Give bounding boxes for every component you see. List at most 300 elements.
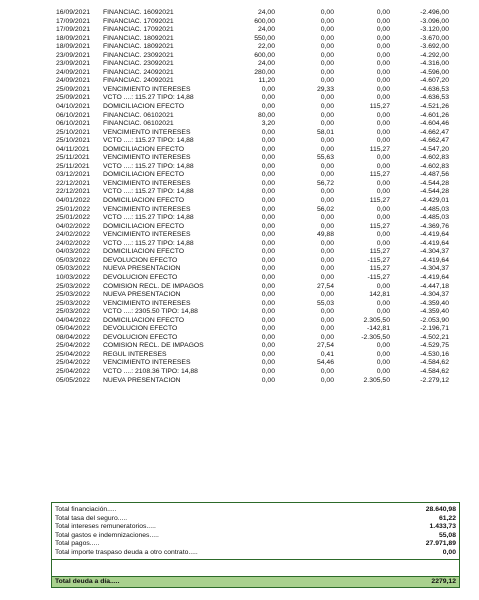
ledger-row (0, 377, 479, 386)
row-interest: 0,00 (320, 214, 334, 222)
row-amount-financed: 3,20 (261, 120, 275, 128)
summary-box (51, 502, 460, 588)
row-amount-financed: 0,00 (261, 171, 275, 179)
row-amount-financed: 0,00 (261, 231, 275, 239)
row-amount-financed: 0,00 (261, 291, 275, 299)
row-interest: 0,00 (320, 188, 334, 196)
row-date: 17/09/2021 (56, 17, 91, 25)
row-interest: 0,00 (320, 316, 334, 324)
row-date: 22/12/2021 (56, 179, 91, 187)
row-interest: 0,00 (320, 367, 334, 375)
row-description: VENCIMIENTO INTERESES (103, 154, 191, 162)
row-interest: 0,00 (320, 162, 334, 170)
row-amount-financed: 0,00 (261, 350, 275, 358)
row-balance: -4.369,76 (420, 222, 449, 230)
row-balance: -3.670,00 (420, 34, 449, 42)
row-payment: 0,00 (376, 308, 390, 316)
ledger-row (0, 334, 479, 343)
row-interest: 0,00 (320, 43, 334, 51)
row-interest: 0,00 (320, 308, 334, 316)
row-interest: 0,00 (320, 256, 334, 264)
row-date: 05/05/2022 (56, 376, 91, 384)
row-description: DEVOLUCION EFECTO (103, 273, 178, 281)
row-date: 05/03/2022 (56, 256, 91, 264)
row-balance: -4.529,75 (420, 342, 449, 350)
ledger-row (0, 9, 479, 18)
row-description: NUEVA PRESENTACION (103, 376, 181, 384)
row-date: 25/10/2021 (56, 137, 91, 145)
row-payment: 0,00 (376, 94, 390, 102)
row-date: 24/09/2021 (56, 68, 91, 76)
ledger-row (0, 351, 479, 360)
ledger-row (0, 291, 479, 300)
row-interest: 0,00 (320, 34, 334, 42)
row-balance: -4.292,00 (420, 51, 449, 59)
ledger-row (0, 77, 479, 86)
row-amount-financed: 0,00 (261, 325, 275, 333)
row-interest: 0,00 (320, 9, 334, 16)
row-balance: -2.279,12 (420, 376, 449, 384)
row-description: VENCIMIENTO INTERESES (103, 128, 191, 136)
row-interest: 0,00 (320, 325, 334, 333)
row-interest: 0,00 (320, 137, 334, 145)
row-amount-financed: 0,00 (261, 316, 275, 324)
row-description: FINANCIAC. 23092021 (103, 51, 174, 59)
row-payment: 2.305,50 (363, 316, 390, 324)
row-balance: -4.584,62 (420, 359, 449, 367)
row-description: FINANCIAC. 24092021 (103, 77, 174, 85)
row-balance: -4.530,16 (420, 350, 449, 358)
row-interest: 0,00 (320, 291, 334, 299)
row-payment: 0,00 (376, 239, 390, 247)
row-interest: 0,00 (320, 51, 334, 59)
row-balance: -4.316,00 (420, 60, 449, 68)
ledger-row (0, 26, 479, 35)
row-amount-financed: 0,00 (261, 103, 275, 111)
summary-label: Total pagos..... (55, 540, 100, 547)
row-balance: -4.602,83 (420, 162, 449, 170)
row-interest: 0,00 (320, 26, 334, 34)
ledger-table (0, 9, 479, 385)
ledger-row (0, 214, 479, 223)
summary-label: Total gastos e indemnizaciones..... (55, 531, 159, 539)
row-interest: 29,33 (316, 85, 334, 93)
summary-value: 0,00 (442, 548, 456, 556)
row-date: 04/03/2022 (56, 248, 91, 256)
row-amount-financed: 0,00 (261, 214, 275, 222)
row-payment: 0,00 (376, 128, 390, 136)
row-interest: 0,00 (320, 103, 334, 111)
row-description: REGUL INTERESES (103, 350, 167, 358)
ledger-row (0, 146, 479, 155)
row-amount-financed: 0,00 (261, 273, 275, 281)
row-date: 04/02/2022 (56, 222, 91, 230)
row-amount-financed: 0,00 (261, 188, 275, 196)
row-description: FINANCIAC. 17092021 (103, 17, 174, 25)
row-date: 04/01/2022 (56, 197, 91, 205)
row-amount-financed: 22,00 (257, 43, 275, 51)
row-payment: 0,00 (376, 85, 390, 93)
row-description: FINANCIAC. 18092021 (103, 34, 174, 42)
row-balance: -4.602,83 (420, 154, 449, 162)
row-balance: -4.544,28 (420, 179, 449, 187)
row-payment: 0,00 (376, 34, 390, 42)
row-balance: -4.596,00 (420, 68, 449, 76)
row-payment: 0,00 (376, 179, 390, 187)
row-amount-financed: 0,00 (261, 205, 275, 213)
row-interest: 0,00 (320, 145, 334, 153)
row-interest: 56,02 (316, 205, 334, 213)
row-date: 25/11/2021 (56, 162, 90, 170)
row-balance: -4.304,37 (420, 265, 449, 273)
ledger-row (0, 317, 479, 326)
row-interest: 0,00 (320, 68, 334, 76)
row-description: VCTO ....: 2305.50 TIPO: 14,88 (103, 308, 198, 316)
row-amount-financed: 0,00 (261, 265, 275, 273)
row-description: FINANCIAC. 23092021 (103, 60, 174, 68)
ledger-row (0, 86, 479, 95)
row-balance: -4.584,62 (420, 367, 449, 375)
summary-row (55, 540, 456, 549)
row-balance: -4.662,47 (420, 128, 449, 136)
row-description: DOMICILIACION EFECTO (103, 103, 185, 111)
ledger-row (0, 231, 479, 240)
row-payment: 0,00 (376, 60, 390, 68)
row-amount-financed: 0,00 (261, 85, 275, 93)
row-amount-financed: 24,00 (257, 60, 275, 68)
row-date: 18/09/2021 (56, 43, 91, 51)
row-payment: -142,81 (366, 325, 390, 333)
row-interest: 0,00 (320, 248, 334, 256)
row-amount-financed: 0,00 (261, 145, 275, 153)
row-balance: -4.607,20 (420, 77, 449, 85)
row-description: VENCIMIENTO INTERESES (103, 231, 191, 239)
row-date: 25/04/2022 (56, 342, 91, 350)
ledger-row (0, 52, 479, 61)
row-date: 04/04/2022 (56, 316, 91, 324)
row-description: FINANCIAC. 18092021 (103, 43, 174, 51)
row-interest: 0,00 (320, 17, 334, 25)
row-payment: 142,81 (369, 291, 390, 299)
row-balance: -4.547,20 (420, 145, 449, 153)
row-description: NUEVA PRESENTACION (103, 291, 181, 299)
row-date: 25/04/2022 (56, 359, 91, 367)
row-balance: -3.692,00 (420, 43, 449, 51)
ledger-row (0, 359, 479, 368)
row-interest: 27,54 (316, 282, 334, 290)
row-description: VCTO ....: 115.27 TIPO: 14,88 (103, 239, 194, 247)
ledger-row (0, 18, 479, 27)
row-interest: 0,00 (320, 265, 334, 273)
row-balance: -4.601,26 (420, 111, 449, 119)
row-date: 10/03/2022 (56, 273, 91, 281)
row-description: VCTO ....: 115.27 TIPO: 14,88 (103, 188, 194, 196)
row-date: 16/09/2021 (56, 9, 91, 16)
row-interest: 27,54 (316, 342, 334, 350)
ledger-row (0, 368, 479, 377)
ledger-row (0, 180, 479, 189)
row-interest: 0,00 (320, 197, 334, 205)
ledger-row (0, 112, 479, 121)
row-payment: 115,27 (369, 265, 390, 273)
row-amount-financed: 0,00 (261, 256, 275, 264)
row-payment: 115,27 (369, 145, 390, 153)
row-description: DOMICILIACION EFECTO (103, 316, 185, 324)
ledger-row (0, 240, 479, 249)
summary-value: 61,22 (438, 514, 456, 522)
row-amount-financed: 0,00 (261, 197, 275, 205)
row-balance: -4.485,03 (420, 205, 449, 213)
ledger-row (0, 188, 479, 197)
row-description: COMISION RECL. DE IMPAGOS (103, 282, 204, 290)
ledger-row (0, 154, 479, 163)
row-date: 05/04/2022 (56, 325, 91, 333)
row-date: 25/04/2022 (56, 367, 91, 375)
row-description: DEVOLUCION EFECTO (103, 256, 178, 264)
row-description: VCTO ....: 2108.36 TIPO: 14,88 (103, 367, 198, 375)
row-amount-financed: 0,00 (261, 359, 275, 367)
ledger-row (0, 206, 479, 215)
row-interest: 0,00 (320, 239, 334, 247)
row-balance: -4.521,26 (420, 103, 449, 111)
row-payment: 0,00 (376, 154, 390, 162)
row-payment: 0,00 (376, 9, 390, 16)
row-payment: 0,00 (376, 205, 390, 213)
row-date: 06/10/2021 (56, 120, 91, 128)
row-amount-financed: 0,00 (261, 376, 275, 384)
row-amount-financed: 0,00 (261, 222, 275, 230)
row-payment: 0,00 (376, 188, 390, 196)
row-payment: 0,00 (376, 299, 390, 307)
row-payment: 115,27 (369, 222, 390, 230)
summary-label: Total tasa del seguro..... (55, 514, 128, 522)
row-amount-financed: 0,00 (261, 342, 275, 350)
row-payment: 115,27 (369, 197, 390, 205)
row-date: 25/04/2022 (56, 350, 91, 358)
row-interest: 0,00 (320, 111, 334, 119)
row-balance: -4.662,47 (420, 137, 449, 145)
ledger-row (0, 163, 479, 172)
row-description: VENCIMIENTO INTERESES (103, 85, 191, 93)
row-balance: -3.096,00 (420, 17, 449, 25)
row-payment: 0,00 (376, 162, 390, 170)
row-amount-financed: 24,00 (257, 26, 275, 34)
row-payment: 115,27 (369, 171, 390, 179)
row-amount-financed: 0,00 (261, 248, 275, 256)
row-date: 25/09/2021 (56, 94, 91, 102)
ledger-row (0, 35, 479, 44)
row-payment: 0,00 (376, 342, 390, 350)
summary-label: Total intereses remuneratorios..... (55, 523, 156, 530)
ledger-row (0, 137, 479, 146)
row-description: NUEVA PRESENTACION (103, 265, 181, 273)
row-amount-financed: 11,20 (258, 77, 275, 85)
row-interest: 0,00 (320, 222, 334, 230)
row-interest: 56,72 (316, 179, 334, 187)
row-balance: -3.120,00 (420, 26, 449, 34)
row-payment: 0,00 (376, 359, 390, 367)
row-payment: -2.305,50 (361, 333, 390, 341)
row-balance: -4.359,40 (420, 308, 449, 316)
ledger-row (0, 308, 479, 317)
row-interest: 55,63 (316, 154, 334, 162)
row-amount-financed: 0,00 (261, 308, 275, 316)
summary-value: 55,08 (438, 531, 456, 539)
row-description: FINANCIAC. 16092021 (103, 9, 174, 16)
ledger-row (0, 129, 479, 138)
row-date: 17/09/2021 (56, 26, 91, 34)
summary-value: 28.640,98 (425, 506, 456, 513)
row-date: 24/09/2021 (56, 77, 91, 85)
row-amount-financed: 550,00 (254, 34, 275, 42)
row-amount-financed: 0,00 (261, 137, 275, 145)
row-payment: 0,00 (376, 43, 390, 51)
row-date: 25/09/2021 (56, 85, 91, 93)
row-date: 23/09/2021 (56, 60, 91, 68)
row-amount-financed: 0,00 (261, 333, 275, 341)
row-interest: 0,00 (320, 171, 334, 179)
row-amount-financed: 24,00 (257, 9, 275, 16)
row-payment: 0,00 (376, 350, 390, 358)
row-date: 22/12/2021 (56, 188, 91, 196)
row-balance: -4.447,18 (420, 282, 449, 290)
ledger-row (0, 342, 479, 351)
row-description: DOMICILIACION EFECTO (103, 171, 185, 179)
row-amount-financed: 0,00 (261, 162, 275, 170)
row-balance: -4.419,64 (420, 231, 449, 239)
ledger-row (0, 103, 479, 112)
row-payment: 0,00 (376, 68, 390, 76)
row-description: DOMICILIACION EFECTO (103, 222, 185, 230)
row-amount-financed: 0,00 (261, 367, 275, 375)
row-date: 24/02/2022 (56, 231, 91, 239)
summary-value: 27.971,89 (425, 540, 456, 547)
row-interest: 0,00 (320, 376, 334, 384)
summary-label: Total importe traspaso deuda a otro contrato..... (55, 548, 198, 556)
row-interest: 58,01 (316, 128, 334, 136)
row-date: 04/10/2021 (56, 103, 91, 111)
row-balance: -4.304,37 (420, 248, 449, 256)
row-date: 03/12/2021 (56, 171, 91, 179)
row-interest: 55,03 (316, 299, 334, 307)
row-description: DEVOLUCION EFECTO (103, 325, 178, 333)
row-payment: 0,00 (376, 231, 390, 239)
row-balance: -4.429,01 (420, 197, 449, 205)
row-payment: 0,00 (376, 214, 390, 222)
ledger-row (0, 94, 479, 103)
row-balance: -4.604,46 (420, 120, 449, 128)
row-amount-financed: 0,00 (261, 154, 275, 162)
row-description: VENCIMIENTO INTERESES (103, 359, 191, 367)
ledger-row (0, 69, 479, 78)
summary-divider (52, 559, 459, 560)
ledger-row (0, 43, 479, 52)
row-description: DEVOLUCION EFECTO (103, 333, 178, 341)
row-balance: -2.196,71 (420, 325, 449, 333)
row-balance: -4.359,40 (420, 299, 449, 307)
ledger-row (0, 265, 479, 274)
row-date: 18/09/2021 (56, 34, 91, 42)
row-payment: 115,27 (369, 248, 390, 256)
ledger-row (0, 197, 479, 206)
row-balance: -2.053,90 (420, 316, 449, 324)
row-balance: -4.487,56 (420, 171, 449, 179)
row-payment: 2.305,50 (363, 376, 390, 384)
ledger-row (0, 257, 479, 266)
row-description: DOMICILIACION EFECTO (103, 248, 185, 256)
row-balance: -4.636,53 (420, 94, 449, 102)
row-payment: 0,00 (376, 77, 390, 85)
ledger-row (0, 60, 479, 69)
row-date: 25/03/2022 (56, 282, 91, 290)
row-balance: -4.636,53 (420, 85, 449, 93)
row-amount-financed: 0,00 (261, 282, 275, 290)
row-description: DOMICILIACION EFECTO (103, 145, 185, 153)
total-debt-label: Total deuda a día..... (55, 578, 120, 585)
row-interest: 54,46 (316, 359, 334, 367)
row-interest: 0,00 (320, 60, 334, 68)
summary-row (55, 506, 456, 515)
summary-row (55, 549, 456, 558)
ledger-row (0, 248, 479, 257)
row-description: FINANCIAC. 17092021 (103, 26, 174, 34)
row-description: FINANCIAC. 06102021 (103, 120, 174, 128)
row-date: 04/11/2021 (56, 145, 90, 153)
row-payment: 0,00 (376, 51, 390, 59)
row-payment: 0,00 (376, 282, 390, 290)
ledger-row (0, 283, 479, 292)
total-debt-row (52, 576, 459, 587)
row-payment: 0,00 (376, 111, 390, 119)
row-payment: 0,00 (376, 137, 390, 145)
summary-row (55, 532, 456, 541)
row-payment: 0,00 (376, 17, 390, 25)
row-interest: 0,00 (320, 333, 334, 341)
row-amount-financed: 0,00 (261, 94, 275, 102)
row-date: 25/10/2021 (56, 128, 91, 136)
summary-label: Total financiación..... (55, 506, 117, 513)
row-amount-financed: 600,00 (254, 17, 275, 25)
row-payment: -115,27 (367, 256, 390, 264)
row-description: DOMICILIACION EFECTO (103, 197, 185, 205)
row-payment: 0,00 (376, 367, 390, 375)
row-amount-financed: 0,00 (261, 128, 275, 136)
row-interest: 0,00 (320, 77, 334, 85)
row-description: VCTO ....: 115.27 TIPO: 14,88 (103, 137, 194, 145)
row-description: VCTO ....: 115.27 TIPO: 14,88 (103, 94, 194, 102)
row-description: VCTO ....: 115.27 TIPO: 14,88 (103, 162, 194, 170)
row-interest: 0,41 (320, 350, 334, 358)
row-description: FINANCIAC. 24092021 (103, 68, 174, 76)
row-date: 08/04/2022 (56, 333, 91, 341)
row-date: 25/01/2022 (56, 214, 91, 222)
row-description: VENCIMIENTO INTERESES (103, 299, 191, 307)
total-debt-value: 2279,12 (431, 578, 456, 585)
row-payment: 115,27 (369, 103, 390, 111)
summary-row (55, 515, 456, 524)
row-interest: 0,00 (320, 94, 334, 102)
row-amount-financed: 0,00 (261, 239, 275, 247)
row-date: 25/03/2022 (56, 308, 91, 316)
row-date: 25/03/2022 (56, 291, 91, 299)
row-balance: -4.502,21 (420, 333, 449, 341)
row-amount-financed: 80,00 (257, 111, 275, 119)
row-amount-financed: 280,00 (254, 68, 275, 76)
row-date: 24/02/2022 (56, 239, 91, 247)
row-interest: 0,00 (320, 120, 334, 128)
row-amount-financed: 0,00 (261, 299, 275, 307)
row-date: 25/03/2022 (56, 299, 91, 307)
